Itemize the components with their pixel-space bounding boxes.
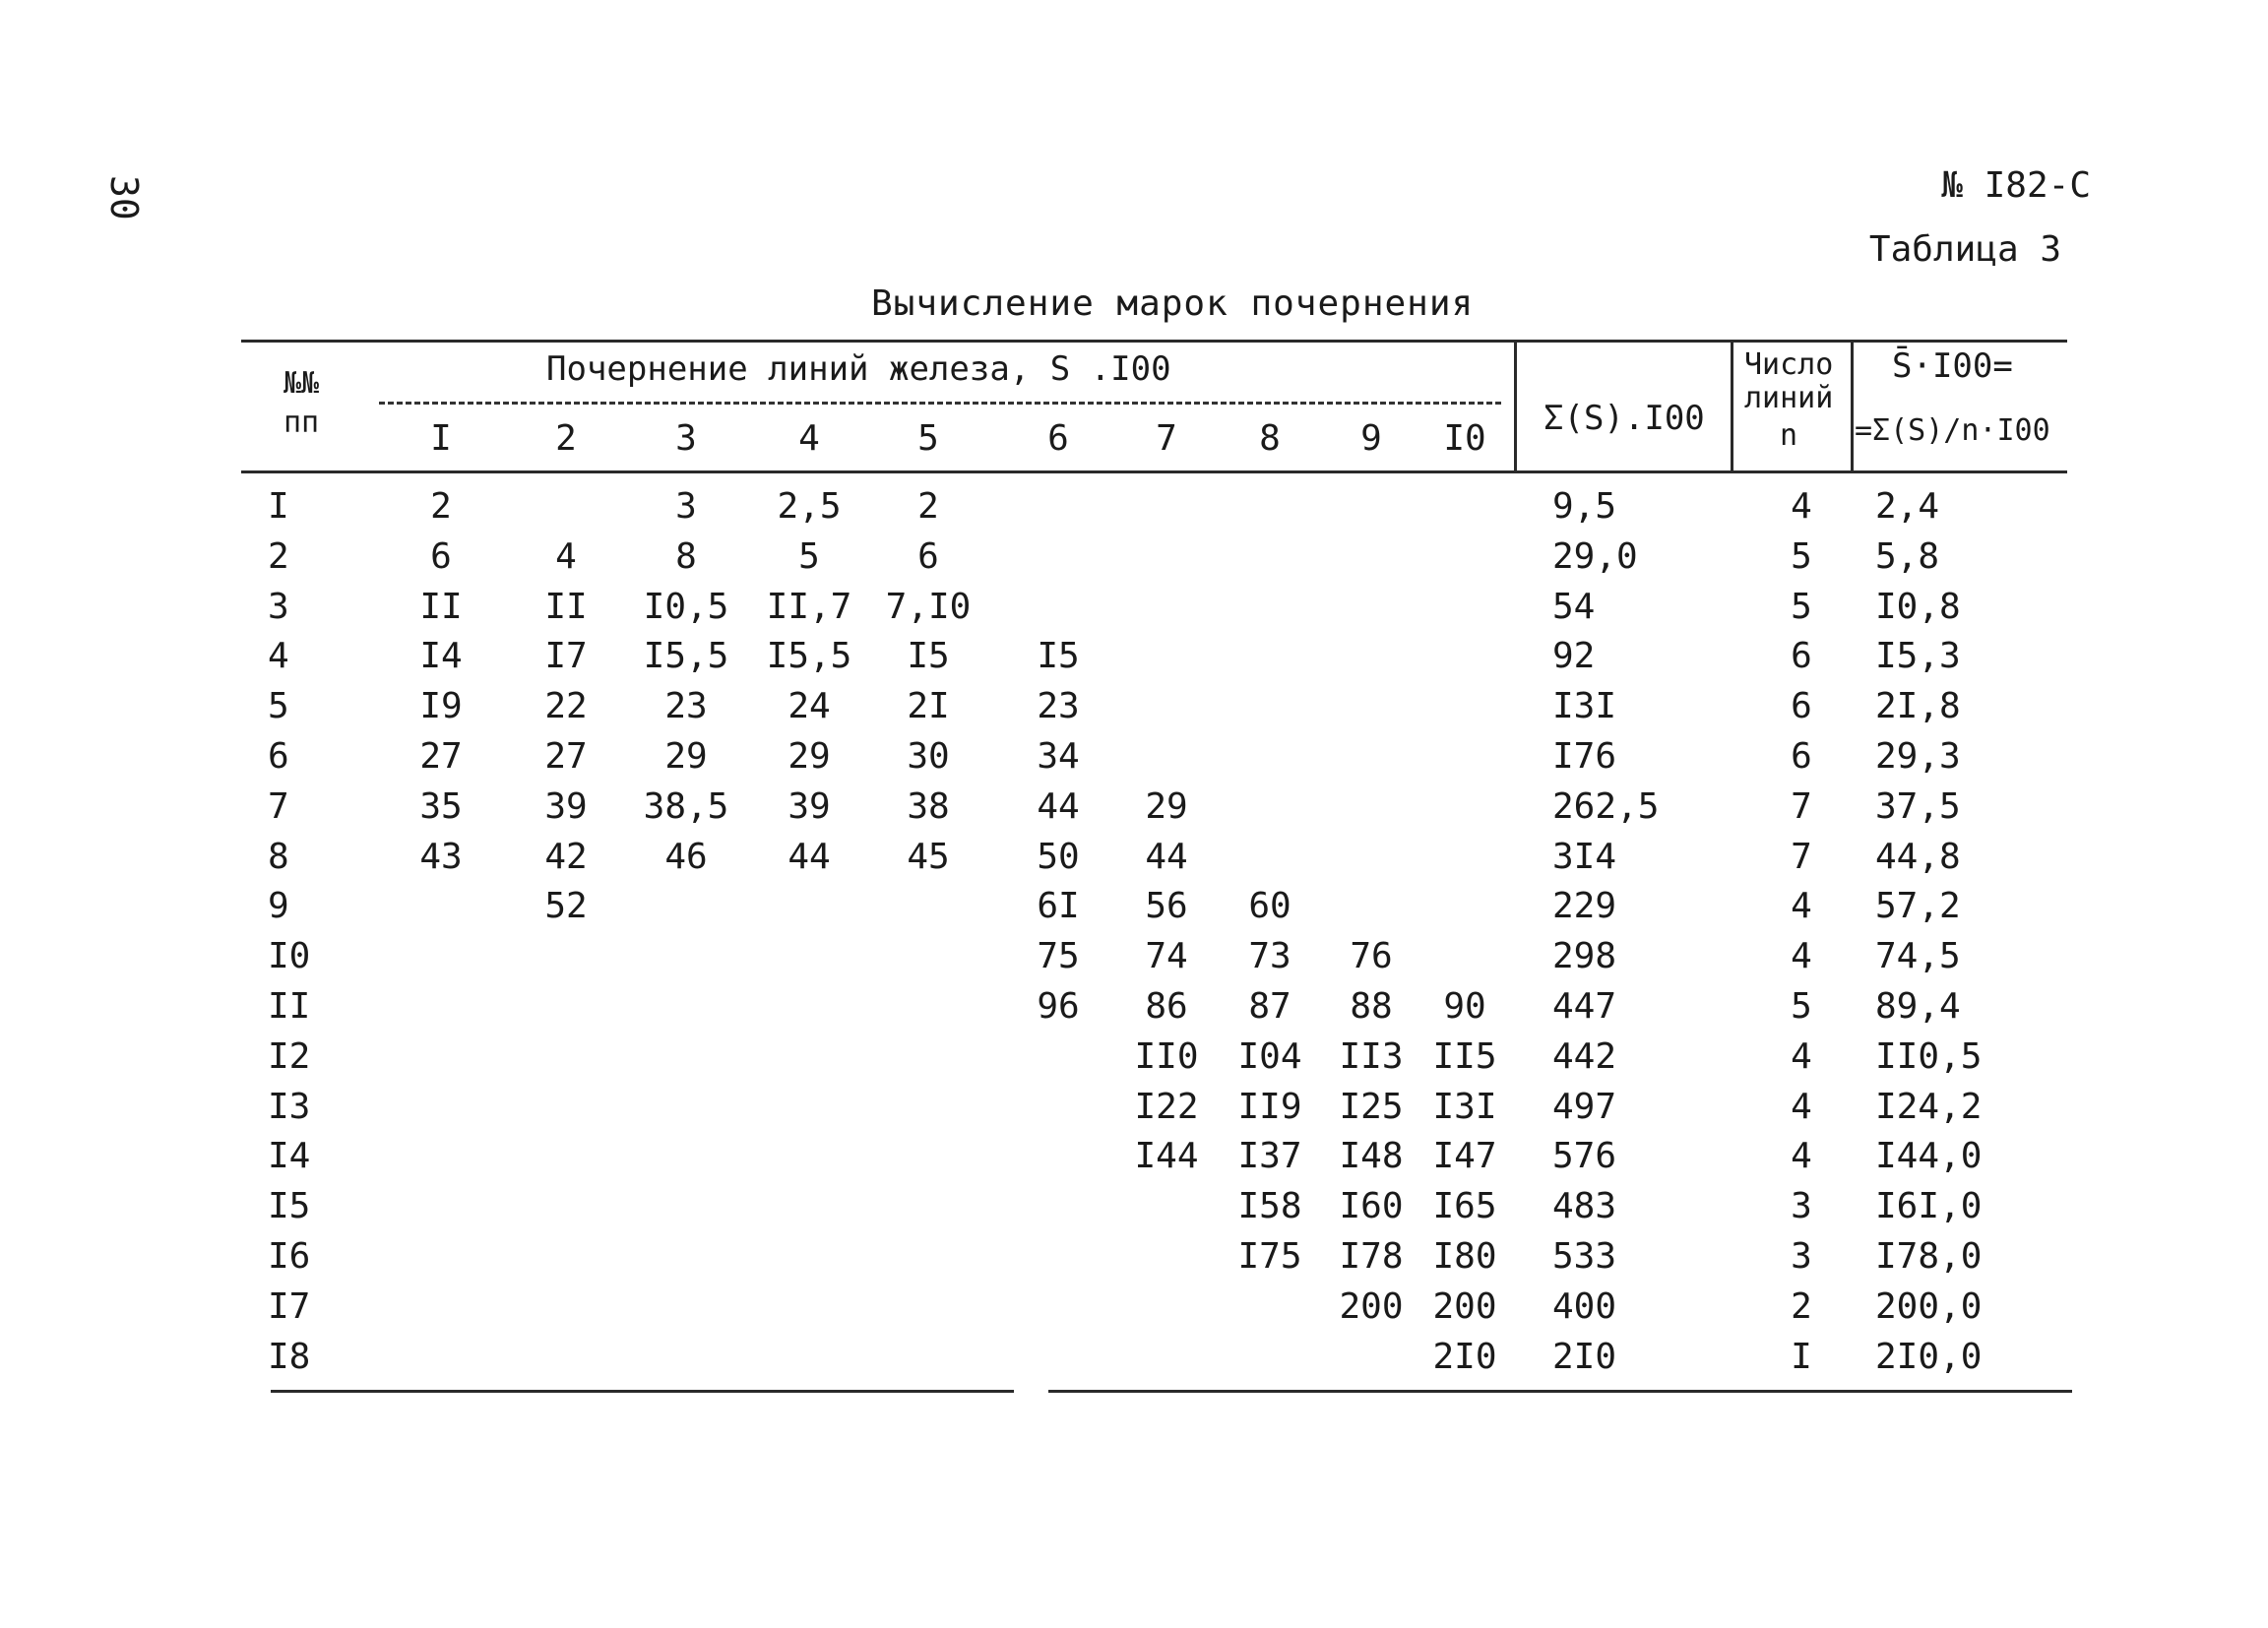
- cell-value: 5: [798, 535, 820, 577]
- cell-value: 46: [664, 836, 708, 877]
- header-divider-mean: [1851, 340, 1854, 472]
- header-column-1: I: [430, 418, 452, 459]
- cell-value: 7,I0: [885, 586, 972, 627]
- cell-value: I75: [1237, 1236, 1302, 1277]
- cell-value: 86: [1145, 986, 1188, 1027]
- cell-value: 50: [1037, 836, 1080, 877]
- cell-value: 60: [1248, 886, 1292, 927]
- header-row-label-line1: №№: [284, 366, 320, 401]
- row-number: I5: [268, 1186, 311, 1227]
- page-number: 30: [102, 175, 146, 220]
- cell-sum: 442: [1552, 1035, 1617, 1077]
- cell-value: I5,5: [766, 636, 852, 677]
- cell-sum: 497: [1552, 1086, 1617, 1127]
- cell-mean: I24,2: [1875, 1086, 1983, 1127]
- cell-value: 30: [907, 736, 950, 777]
- row-number: I3: [268, 1086, 311, 1127]
- cell-value: I65: [1432, 1186, 1497, 1227]
- cell-value: 22: [544, 686, 588, 727]
- cell-mean: 2I,8: [1875, 686, 1961, 727]
- cell-value: I78: [1339, 1236, 1404, 1277]
- row-number: I7: [268, 1285, 311, 1327]
- header-count-label-line2: линий: [1744, 381, 1834, 415]
- cell-count: 2: [1791, 1285, 1812, 1327]
- cell-value: 2: [917, 486, 939, 527]
- cell-count: 4: [1791, 886, 1812, 927]
- row-number: I6: [268, 1236, 311, 1277]
- cell-mean: 200,0: [1875, 1285, 1983, 1327]
- cell-value: 87: [1248, 986, 1292, 1027]
- cell-count: 4: [1791, 1086, 1812, 1127]
- cell-count: 5: [1791, 535, 1812, 577]
- row-number: I4: [268, 1136, 311, 1177]
- cell-count: 6: [1791, 736, 1812, 777]
- cell-value: 2I0: [1432, 1336, 1497, 1377]
- cell-value: 44: [1037, 785, 1080, 827]
- cell-value: 29: [788, 736, 831, 777]
- cell-value: 2,5: [777, 486, 842, 527]
- cell-value: 38,5: [643, 785, 729, 827]
- header-row-label-line2: пп: [284, 406, 320, 440]
- header-divider-sum: [1514, 340, 1517, 472]
- cell-value: 42: [544, 836, 588, 877]
- cell-count: 6: [1791, 686, 1812, 727]
- cell-count: 5: [1791, 986, 1812, 1027]
- cell-sum: 92: [1552, 636, 1596, 677]
- cell-sum: 54: [1552, 586, 1596, 627]
- cell-mean: 89,4: [1875, 986, 1961, 1027]
- header-column-3: 3: [675, 418, 697, 459]
- cell-value: I4: [419, 636, 463, 677]
- cell-sum: 29,0: [1552, 535, 1638, 577]
- cell-value: 52: [544, 886, 588, 927]
- cell-mean: I78,0: [1875, 1236, 1983, 1277]
- cell-value: 34: [1037, 736, 1080, 777]
- cell-mean: 2,4: [1875, 486, 1940, 527]
- cell-value: 45: [907, 836, 950, 877]
- cell-mean: 37,5: [1875, 785, 1961, 827]
- row-number: 4: [268, 636, 289, 677]
- header-count-label-line3: n: [1780, 418, 1798, 453]
- table-header-rule: [241, 470, 2067, 473]
- cell-sum: 9,5: [1552, 486, 1617, 527]
- table-label: Таблица 3: [1868, 229, 2061, 270]
- table-title: Вычисление марок почернения: [871, 283, 1475, 324]
- cell-mean: I0,8: [1875, 586, 1961, 627]
- cell-value: I5: [1037, 636, 1080, 677]
- cell-value: II9: [1237, 1086, 1302, 1127]
- cell-value: I5,5: [643, 636, 729, 677]
- cell-value: 35: [419, 785, 463, 827]
- cell-value: 3: [675, 486, 697, 527]
- cell-sum: 447: [1552, 986, 1617, 1027]
- cell-count: 6: [1791, 636, 1812, 677]
- cell-value: 4: [555, 535, 577, 577]
- header-group-dash-rule: [379, 402, 1501, 405]
- cell-mean: 44,8: [1875, 836, 1961, 877]
- cell-value: 44: [1145, 836, 1188, 877]
- row-number: I2: [268, 1035, 311, 1077]
- table-top-rule: [241, 340, 2067, 343]
- cell-value: 38: [907, 785, 950, 827]
- cell-count: 3: [1791, 1236, 1812, 1277]
- cell-value: I47: [1432, 1136, 1497, 1177]
- cell-value: 43: [419, 836, 463, 877]
- row-number: 3: [268, 586, 289, 627]
- header-column-9: 9: [1360, 418, 1382, 459]
- cell-sum: I76: [1552, 736, 1617, 777]
- header-divider-count: [1731, 340, 1733, 472]
- table-bottom-rule-right: [1048, 1390, 2072, 1393]
- cell-value: 23: [664, 686, 708, 727]
- cell-count: 4: [1791, 486, 1812, 527]
- header-column-7: 7: [1156, 418, 1177, 459]
- cell-count: 4: [1791, 1035, 1812, 1077]
- cell-sum: 483: [1552, 1186, 1617, 1227]
- row-number: I: [268, 486, 289, 527]
- cell-value: 27: [544, 736, 588, 777]
- cell-value: I80: [1432, 1236, 1497, 1277]
- cell-count: I: [1791, 1336, 1812, 1377]
- cell-value: I48: [1339, 1136, 1404, 1177]
- cell-mean: II0,5: [1875, 1035, 1983, 1077]
- row-number: 9: [268, 886, 289, 927]
- row-number: 2: [268, 535, 289, 577]
- cell-value: II,7: [766, 586, 852, 627]
- cell-sum: 2I0: [1552, 1336, 1617, 1377]
- cell-value: 90: [1443, 986, 1486, 1027]
- cell-value: 200: [1339, 1285, 1404, 1327]
- cell-count: 5: [1791, 586, 1812, 627]
- header-mean-label-line2: =Σ(S)/n·I00: [1855, 413, 2050, 448]
- cell-mean: I5,3: [1875, 636, 1961, 677]
- cell-value: 27: [419, 736, 463, 777]
- cell-mean: 29,3: [1875, 736, 1961, 777]
- cell-value: II: [544, 586, 588, 627]
- cell-value: 88: [1350, 986, 1393, 1027]
- cell-value: I37: [1237, 1136, 1302, 1177]
- table-bottom-rule-left: [271, 1390, 1014, 1393]
- header-mean-label-line1: S̄·I00=: [1892, 346, 2013, 386]
- row-number: 7: [268, 785, 289, 827]
- header-column-2: 2: [555, 418, 577, 459]
- cell-value: I7: [544, 636, 588, 677]
- cell-value: 2I: [907, 686, 950, 727]
- header-column-5: 5: [917, 418, 939, 459]
- header-column-10: I0: [1443, 418, 1486, 459]
- cell-value: I22: [1134, 1086, 1199, 1127]
- cell-count: 4: [1791, 1136, 1812, 1177]
- cell-value: 29: [664, 736, 708, 777]
- cell-value: 6I: [1037, 886, 1080, 927]
- cell-value: 8: [675, 535, 697, 577]
- header-column-6: 6: [1047, 418, 1069, 459]
- cell-count: 7: [1791, 836, 1812, 877]
- row-number: 5: [268, 686, 289, 727]
- cell-value: 200: [1432, 1285, 1497, 1327]
- cell-value: 39: [788, 785, 831, 827]
- row-number: II: [268, 986, 311, 1027]
- cell-value: I60: [1339, 1186, 1404, 1227]
- cell-value: 73: [1248, 936, 1292, 977]
- cell-value: 75: [1037, 936, 1080, 977]
- cell-sum: 576: [1552, 1136, 1617, 1177]
- header-count-label-line1: Число: [1744, 347, 1834, 382]
- cell-count: 7: [1791, 785, 1812, 827]
- cell-mean: 2I0,0: [1875, 1336, 1983, 1377]
- header-sum-label: Σ(S).I00: [1544, 399, 1705, 438]
- cell-sum: 3I4: [1552, 836, 1617, 877]
- cell-value: 74: [1145, 936, 1188, 977]
- cell-value: II0: [1134, 1035, 1199, 1077]
- cell-count: 3: [1791, 1186, 1812, 1227]
- cell-value: II: [419, 586, 463, 627]
- cell-value: 39: [544, 785, 588, 827]
- header-column-8: 8: [1259, 418, 1281, 459]
- cell-value: 76: [1350, 936, 1393, 977]
- cell-value: 2: [430, 486, 452, 527]
- cell-value: II3: [1339, 1035, 1404, 1077]
- header-group-label: Почернение линий железа, S .I00: [546, 349, 1171, 389]
- cell-value: I3I: [1432, 1086, 1497, 1127]
- cell-sum: 262,5: [1552, 785, 1660, 827]
- document-number: № I82-С: [1941, 165, 2091, 206]
- cell-value: I25: [1339, 1086, 1404, 1127]
- cell-value: II5: [1432, 1035, 1497, 1077]
- row-number: 8: [268, 836, 289, 877]
- cell-mean: I44,0: [1875, 1136, 1983, 1177]
- header-column-4: 4: [798, 418, 820, 459]
- cell-sum: I3I: [1552, 686, 1617, 727]
- cell-mean: 57,2: [1875, 886, 1961, 927]
- cell-value: 29: [1145, 785, 1188, 827]
- cell-value: I5: [907, 636, 950, 677]
- row-number: I0: [268, 936, 311, 977]
- cell-value: 24: [788, 686, 831, 727]
- cell-sum: 298: [1552, 936, 1617, 977]
- cell-value: I04: [1237, 1035, 1302, 1077]
- cell-mean: I6I,0: [1875, 1186, 1983, 1227]
- cell-sum: 229: [1552, 886, 1617, 927]
- cell-value: 44: [788, 836, 831, 877]
- cell-sum: 533: [1552, 1236, 1617, 1277]
- cell-value: I44: [1134, 1136, 1199, 1177]
- cell-value: 6: [917, 535, 939, 577]
- cell-count: 4: [1791, 936, 1812, 977]
- cell-value: 23: [1037, 686, 1080, 727]
- cell-value: I0,5: [643, 586, 729, 627]
- cell-value: 96: [1037, 986, 1080, 1027]
- cell-mean: 74,5: [1875, 936, 1961, 977]
- cell-value: 56: [1145, 886, 1188, 927]
- cell-value: 6: [430, 535, 452, 577]
- row-number: I8: [268, 1336, 311, 1377]
- cell-value: I9: [419, 686, 463, 727]
- cell-sum: 400: [1552, 1285, 1617, 1327]
- cell-value: I58: [1237, 1186, 1302, 1227]
- cell-mean: 5,8: [1875, 535, 1940, 577]
- row-number: 6: [268, 736, 289, 777]
